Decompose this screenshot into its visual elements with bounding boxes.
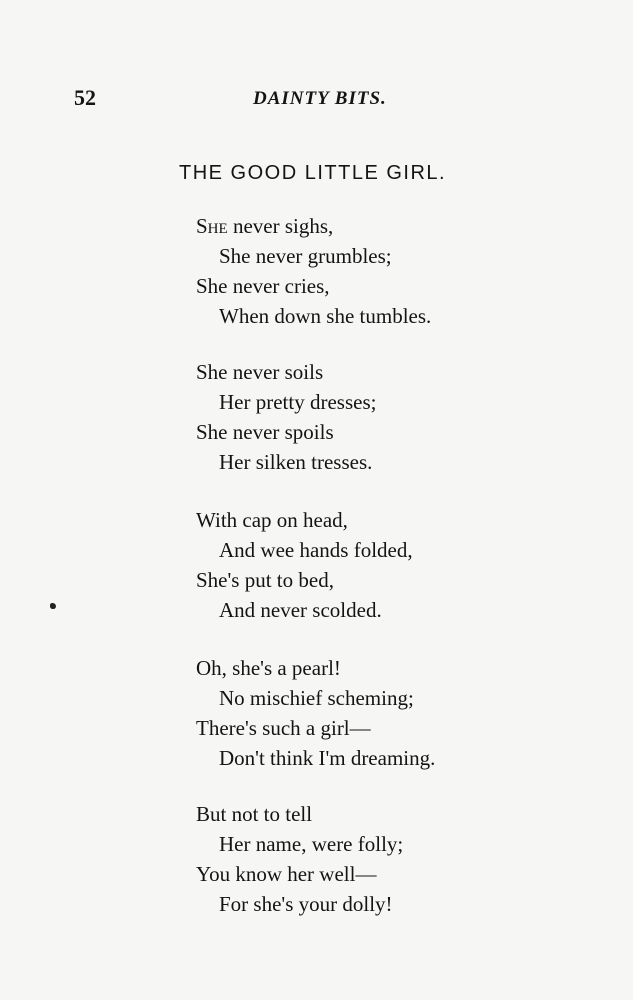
page-number: 52 [74, 85, 96, 110]
stanza-1 [196, 211, 616, 331]
poem-title: THE GOOD LITTLE GIRL. [179, 162, 447, 184]
stanza-4 [196, 653, 616, 773]
poem-body [196, 211, 616, 945]
poem-line: And never scolded. [219, 598, 382, 622]
poem-line: For she's your dolly! [219, 892, 393, 916]
stanza-5 [196, 799, 616, 919]
poem-line: But not to tell [196, 802, 313, 826]
stanza-3 [196, 505, 616, 625]
poem-line: No mischief scheming; [219, 686, 414, 710]
poem-line: With cap on head, [196, 508, 348, 532]
poem-line: She never soils [196, 360, 324, 384]
ink-speck [50, 603, 56, 609]
poem-line: Her name, were folly; [219, 832, 404, 856]
running-head: DAINTY BITS. [253, 88, 387, 109]
poem-line: There's such a girl— [196, 716, 371, 740]
poem-line: Don't think I'm dreaming. [219, 746, 436, 770]
poem-line: She never grumbles; [219, 244, 392, 268]
poem-line [196, 211, 616, 241]
poem-line: Her silken tresses. [219, 450, 373, 474]
poem-line: She's put to bed, [196, 568, 334, 592]
poem-line: Her pretty dresses; [219, 390, 377, 414]
first-word: She [196, 214, 228, 238]
poem-line: She never cries, [196, 274, 330, 298]
poem-line: When down she tumbles. [219, 304, 432, 328]
poem-line: She never spoils [196, 420, 334, 444]
poem-line: And wee hands folded, [219, 538, 413, 562]
poem-line: You know her well— [196, 862, 377, 886]
stanza-2 [196, 357, 616, 477]
poem-line-text: never sighs, [227, 214, 334, 238]
poem-line: Oh, she's a pearl! [196, 656, 341, 680]
